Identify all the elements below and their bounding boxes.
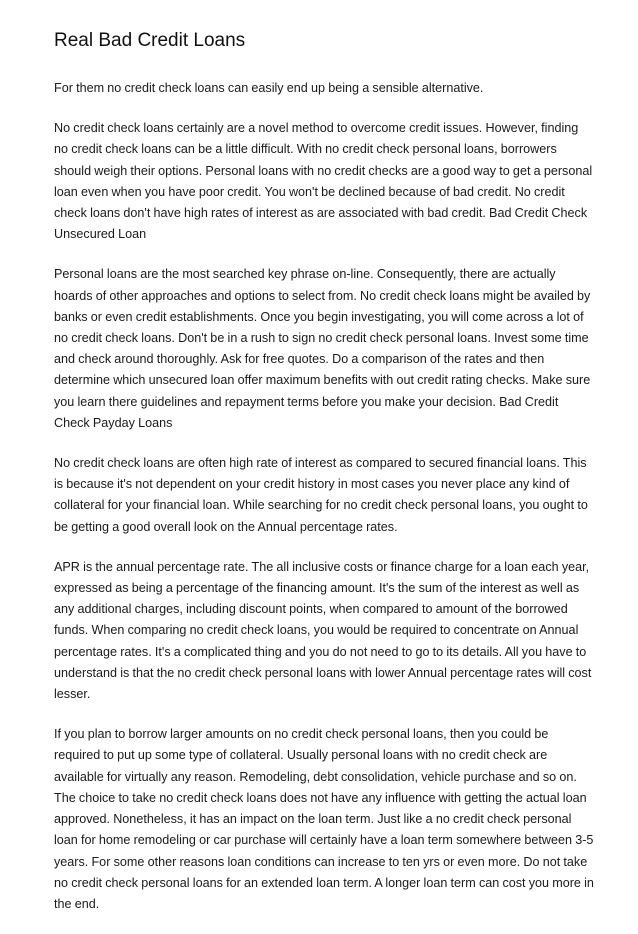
- document-page: [54, 28, 594, 934]
- paragraph-intro: For them no credit check loans can easily end up being a sensible alternative.: [54, 81, 484, 95]
- paragraph-personal-loans-search: Personal loans are the most searched key phrase on-line. Consequently, there are actually hoards of other approaches and options to select from. No credit check loans might be availed by banks or even credit establishments. Once you begin investigating, you will come across a lot of no credit check loans. Don't be in a rush to sign no credit check personal loans. Invest some time and check around thoroughly. Ask for free quotes. Do a comparison of the rates and then determine which unsecured loan offer maximum benefits with out credit rating checks. Make sure you learn there guidelines and repayment terms before you make your decision. Bad Credit Check Payday Loans: [54, 267, 591, 430]
- page-title: Real Bad Credit Loans: [54, 30, 246, 51]
- paragraph-interest-rates: No credit check loans are often high rate of interest as compared to secured financial loans. This is because it's not dependent on your credit history in most cases you never place any kind of collateral for your financial loan. While searching for no credit check personal loans, you ought to be getting a good overall look on the Annual percentage rates.: [54, 456, 588, 534]
- paragraph-apr: APR is the annual percentage rate. The all inclusive costs or finance charge for a loan each year, expressed as being a percentage of the financing amount. It's the sum of the interest as well as any additional charges, including discount points, when compared to amount of the borrowed funds. When comparing no credit check loans, you would be required to concentrate on Annual percentage rates. It's a complicated thing and you do not need to go to its details. All you have to understand is that the no credit check personal loans with lower Annual percentage rates will cost lesser.: [54, 559, 592, 702]
- paragraph-no-credit-check-overview: No credit check loans certainly are a novel method to overcome credit issues. However, finding no credit check loans can be a little difficult. With no credit check personal loans, borrowers should weigh their options. Personal loans with no credit checks are a good way to get a personal loan even when you have poor credit. You won't be declined because of bad credit. No credit check loans don't have high rates of interest as are associated with bad credit. Bad Credit Check Unsecured Loan: [54, 121, 593, 242]
- paragraph-collateral-loan-term: If you plan to borrow larger amounts on no credit check personal loans, then you could be required to put up some type of collateral. Usually personal loans with no credit check are available for virtually any reason. Remodeling, debt consolidation, vehicle purchase and so on. The choice to take no credit check loans does not have any influence with getting the actual loan approved. Nonetheless, it has an impact on the loan term. Just like a no credit check personal loan for home remodeling or car purchase will certainly have a loan term somewhere between 3-5 years. For some other reasons loan conditions can increase to ten yrs or even more. Do not take no credit check personal loans for an extended loan term. A longer loan term can cost you more in the end.: [54, 727, 594, 911]
